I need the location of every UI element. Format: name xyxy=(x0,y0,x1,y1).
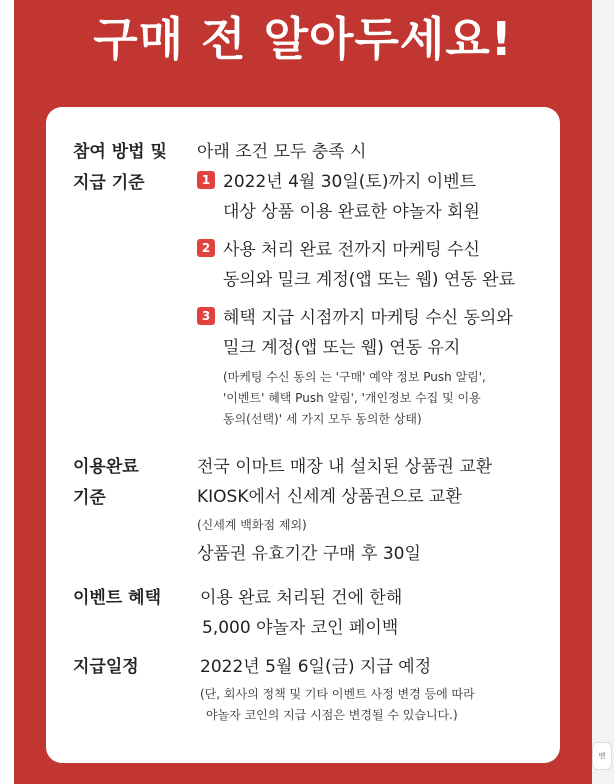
condition-2-line2: 동의와 밀크 계정(앱 또는 웹) 연동 완료 xyxy=(223,270,516,290)
completion-label xyxy=(73,452,139,514)
condition-1-line2: 대상 상품 이용 완료한 야놀자 회원 xyxy=(223,202,480,222)
condition-item-1 xyxy=(197,167,515,197)
participation-note xyxy=(197,367,515,430)
condition-item-2 xyxy=(197,235,515,265)
condition-2-line1: 사용 처리 완료 전까지 마케팅 수신 xyxy=(223,240,480,260)
condition-3-line2: 밀크 계정(앱 또는 웹) 연동 유지 xyxy=(223,338,461,358)
note-line: '이벤트' 혜택 Push 알림', '개인정보 수집 및 이용 xyxy=(223,391,481,405)
participation-intro: 아래 조건 모두 충족 시 xyxy=(197,142,367,162)
completion-line3: 상품권 유효기간 구매 후 30일 xyxy=(197,544,421,564)
schedule-label: 지급일정 xyxy=(73,657,139,677)
completion-note: (신세계 백화점 제외) xyxy=(197,518,307,532)
note-line: (마케팅 수신 동의 는 '구매' 예약 정보 Push 알림', xyxy=(223,370,486,384)
benefit-line2: 5,000 야놀자 코인 페이백 xyxy=(202,618,399,638)
benefit-line1: 이용 완료 처리된 건에 한해 xyxy=(200,588,403,608)
note-line: 동의(선택)' 세 가지 모두 동의한 상태) xyxy=(223,412,422,426)
schedule-note-line1: (단, 회사의 정책 및 기타 이벤트 사정 변경 등에 따라 xyxy=(200,687,475,701)
number-badge-1: 1 xyxy=(197,171,215,189)
schedule-note-line2: 야놀자 코인의 지급 시점은 변경될 수 있습니다.) xyxy=(206,708,458,722)
completion-line1: 전국 이마트 매장 내 설치된 상품권 교환 xyxy=(197,457,493,477)
completion-line2: KIOSK에서 신세계 상품권으로 교환 xyxy=(197,487,462,507)
completion-label-line1: 이용완료 xyxy=(73,457,139,477)
page-title: 구매 전 알아두세요! xyxy=(93,12,513,66)
scroll-top-label: 맨 xyxy=(598,752,606,760)
info-card xyxy=(46,107,560,763)
number-badge-2: 2 xyxy=(197,239,215,257)
condition-1-line1: 2022년 4월 30일(토)까지 이벤트 xyxy=(223,172,476,192)
participation-content xyxy=(197,137,515,430)
number-badge-3: 3 xyxy=(197,307,215,325)
completion-label-line2: 기준 xyxy=(73,488,106,508)
scroll-margin xyxy=(592,0,614,784)
scroll-top-button[interactable] xyxy=(592,742,612,770)
benefit-content xyxy=(200,583,402,643)
condition-3-line1: 혜택 지급 시점까지 마케팅 수신 동의와 xyxy=(223,308,513,328)
benefit-label: 이벤트 혜택 xyxy=(73,588,162,608)
participation-label-line1: 참여 방법 및 xyxy=(73,142,167,162)
participation-label xyxy=(73,137,167,199)
condition-item-3 xyxy=(197,303,515,333)
schedule-content xyxy=(200,652,475,726)
schedule-line1: 2022년 5월 6일(금) 지급 예정 xyxy=(200,657,432,677)
participation-label-line2: 지급 기준 xyxy=(73,173,145,193)
completion-content xyxy=(197,452,492,569)
